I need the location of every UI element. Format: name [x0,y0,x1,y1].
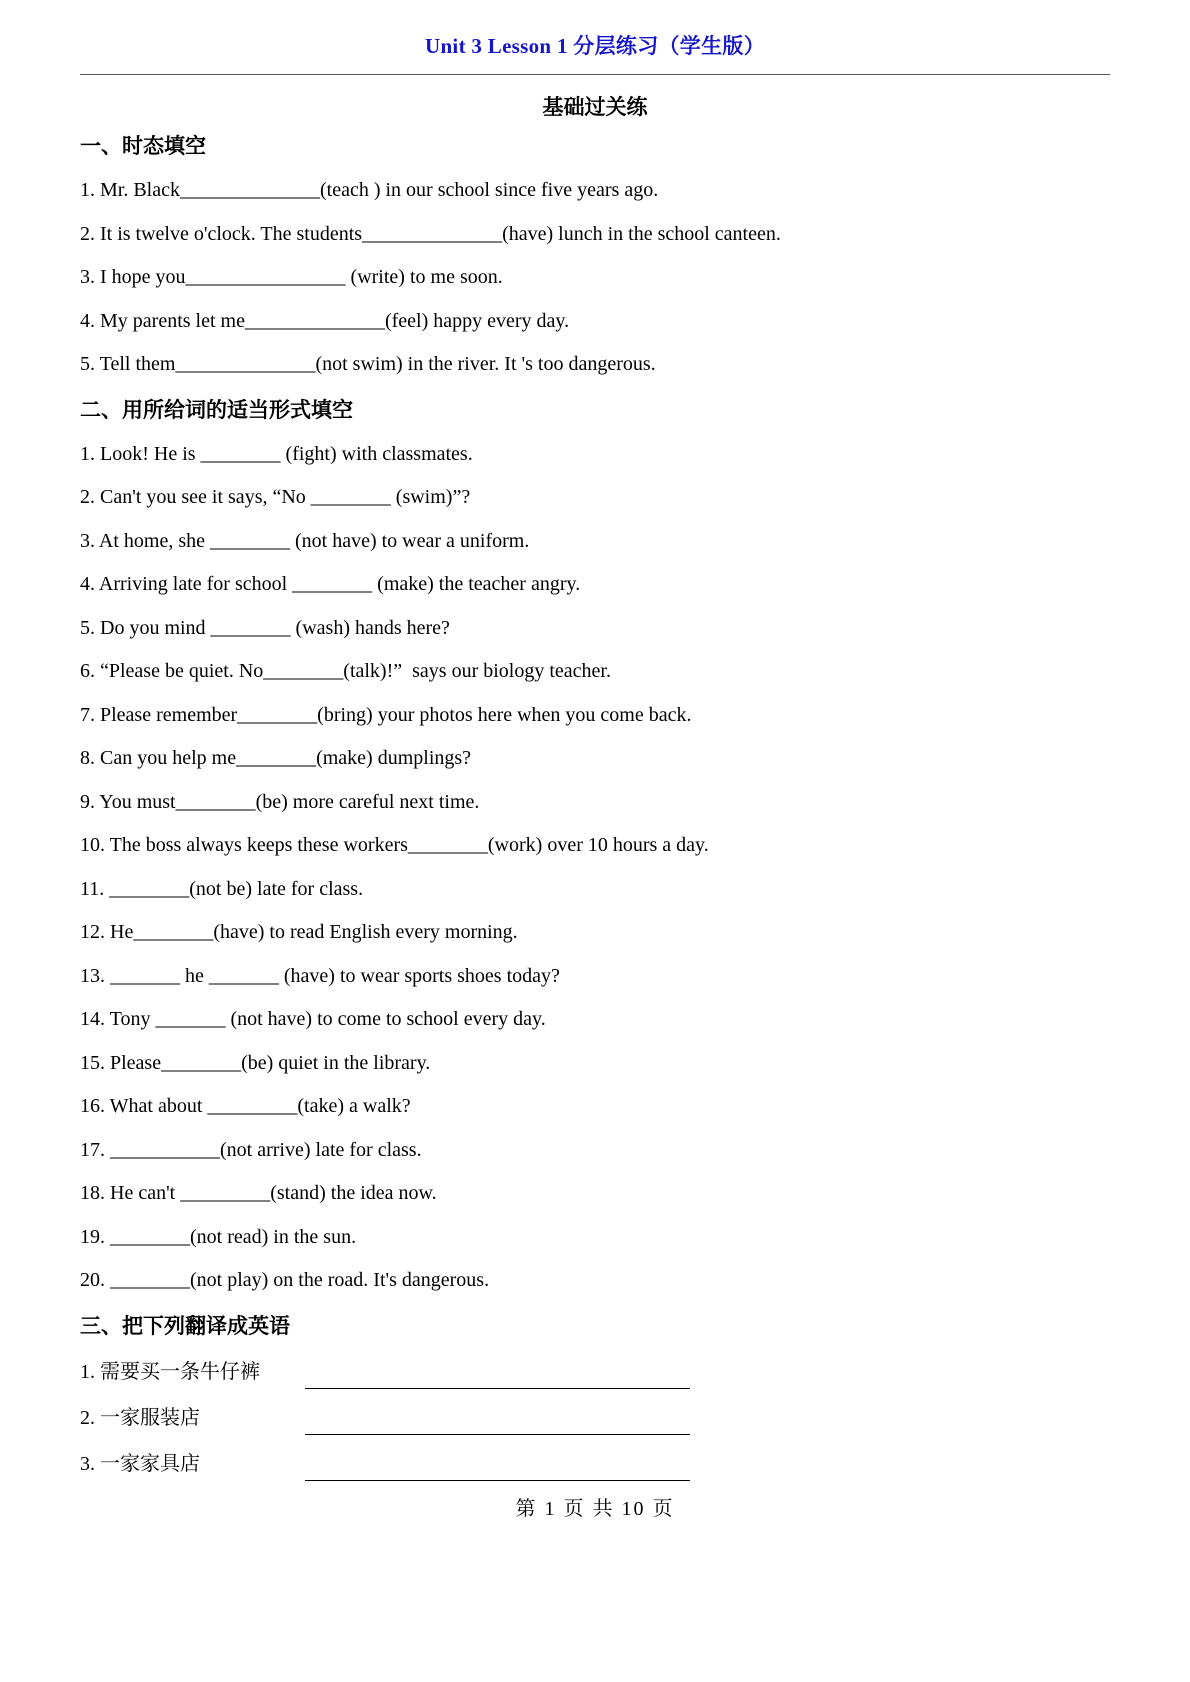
title-divider [80,74,1110,75]
sections-container [80,125,1110,1487]
exercise-item: 7. Please remember________(bring) your photos here when you come back. [80,703,692,726]
exercise-item: 1. Look! He is ________ (fight) with classmates. [80,442,473,465]
exercise-item: 11. ________(not be) late for class. [80,877,364,900]
exercise-item: 10. The boss always keeps these workers________(work) over 10 hours a day. [80,834,709,856]
exercise-item: 2. It is twelve o'clock. The students______________(have) lunch in the school canteen. [80,222,781,245]
exercise-item: 18. He can't _________(stand) the idea now. [80,1182,437,1204]
exercise-item: 3. I hope you________________ (write) to me soon. [80,266,503,288]
exercise-item: 12. He________(have) to read English every morning. [80,921,518,943]
exercise-item: 15. Please________(be) quiet in the library. [80,1051,431,1074]
answer-blank-line [305,1343,690,1389]
answer-blank-line [305,1435,690,1481]
exercise-item: 16. What about _________(take) a walk? [80,1095,411,1117]
exercise-item-text: 3. 一家家具店 [80,1452,200,1475]
exercise-item: 14. Tony _______ (not have) to come to school every day. [80,1008,546,1030]
page-footer: 第 1 页 共 10 页 [515,1498,675,1520]
exercise-item: 2. Can't you see it says, “No ________ (swim)”? [80,486,471,508]
exercise-item: 9. You must________(be) more careful next time. [80,790,480,813]
exercise-item: 6. “Please be quiet. No________(talk)!” says our biology teacher. [80,660,611,682]
section-heading: 二、用所给词的适当形式填空 [80,398,353,422]
exercise-item: 4. Arriving late for school ________ (make) the teacher angry. [80,573,581,595]
answer-blank-line [305,1389,690,1435]
exercise-item: 4. My parents let me______________(feel) happy every day. [80,309,570,332]
worksheet-subtitle: 基础过关练 [542,96,648,119]
exercise-item: 3. At home, she ________ (not have) to wear a uniform. [80,529,530,552]
exercise-item-text: 1. 需要买一条牛仔裤 [80,1360,260,1383]
section-heading: 三、把下列翻译成英语 [80,1314,290,1338]
section-heading: 一、时态填空 [80,135,206,158]
exercise-item: 1. Mr. Black______________(teach ) in our school since five years ago. [80,179,659,201]
exercise-item-text: 2. 一家服装店 [80,1406,200,1429]
exercise-item: 17. ___________(not arrive) late for class. [80,1138,422,1161]
exercise-item: 20. ________(not play) on the road. It's dangerous. [80,1269,490,1291]
exercise-item: 5. Tell them______________(not swim) in the river. It 's too dangerous. [80,353,656,375]
exercise-item: 5. Do you mind ________ (wash) hands here? [80,616,450,639]
exercise-item: 19. ________(not read) in the sun. [80,1225,357,1248]
exercise-item: 13. _______ he _______ (have) to wear sports shoes today? [80,964,560,987]
exercise-item [80,1441,1110,1487]
exercise-item: 8. Can you help me________(make) dumplings? [80,747,472,769]
doc-title: Unit 3 Lesson 1 分层练习（学生版） [424,34,766,58]
